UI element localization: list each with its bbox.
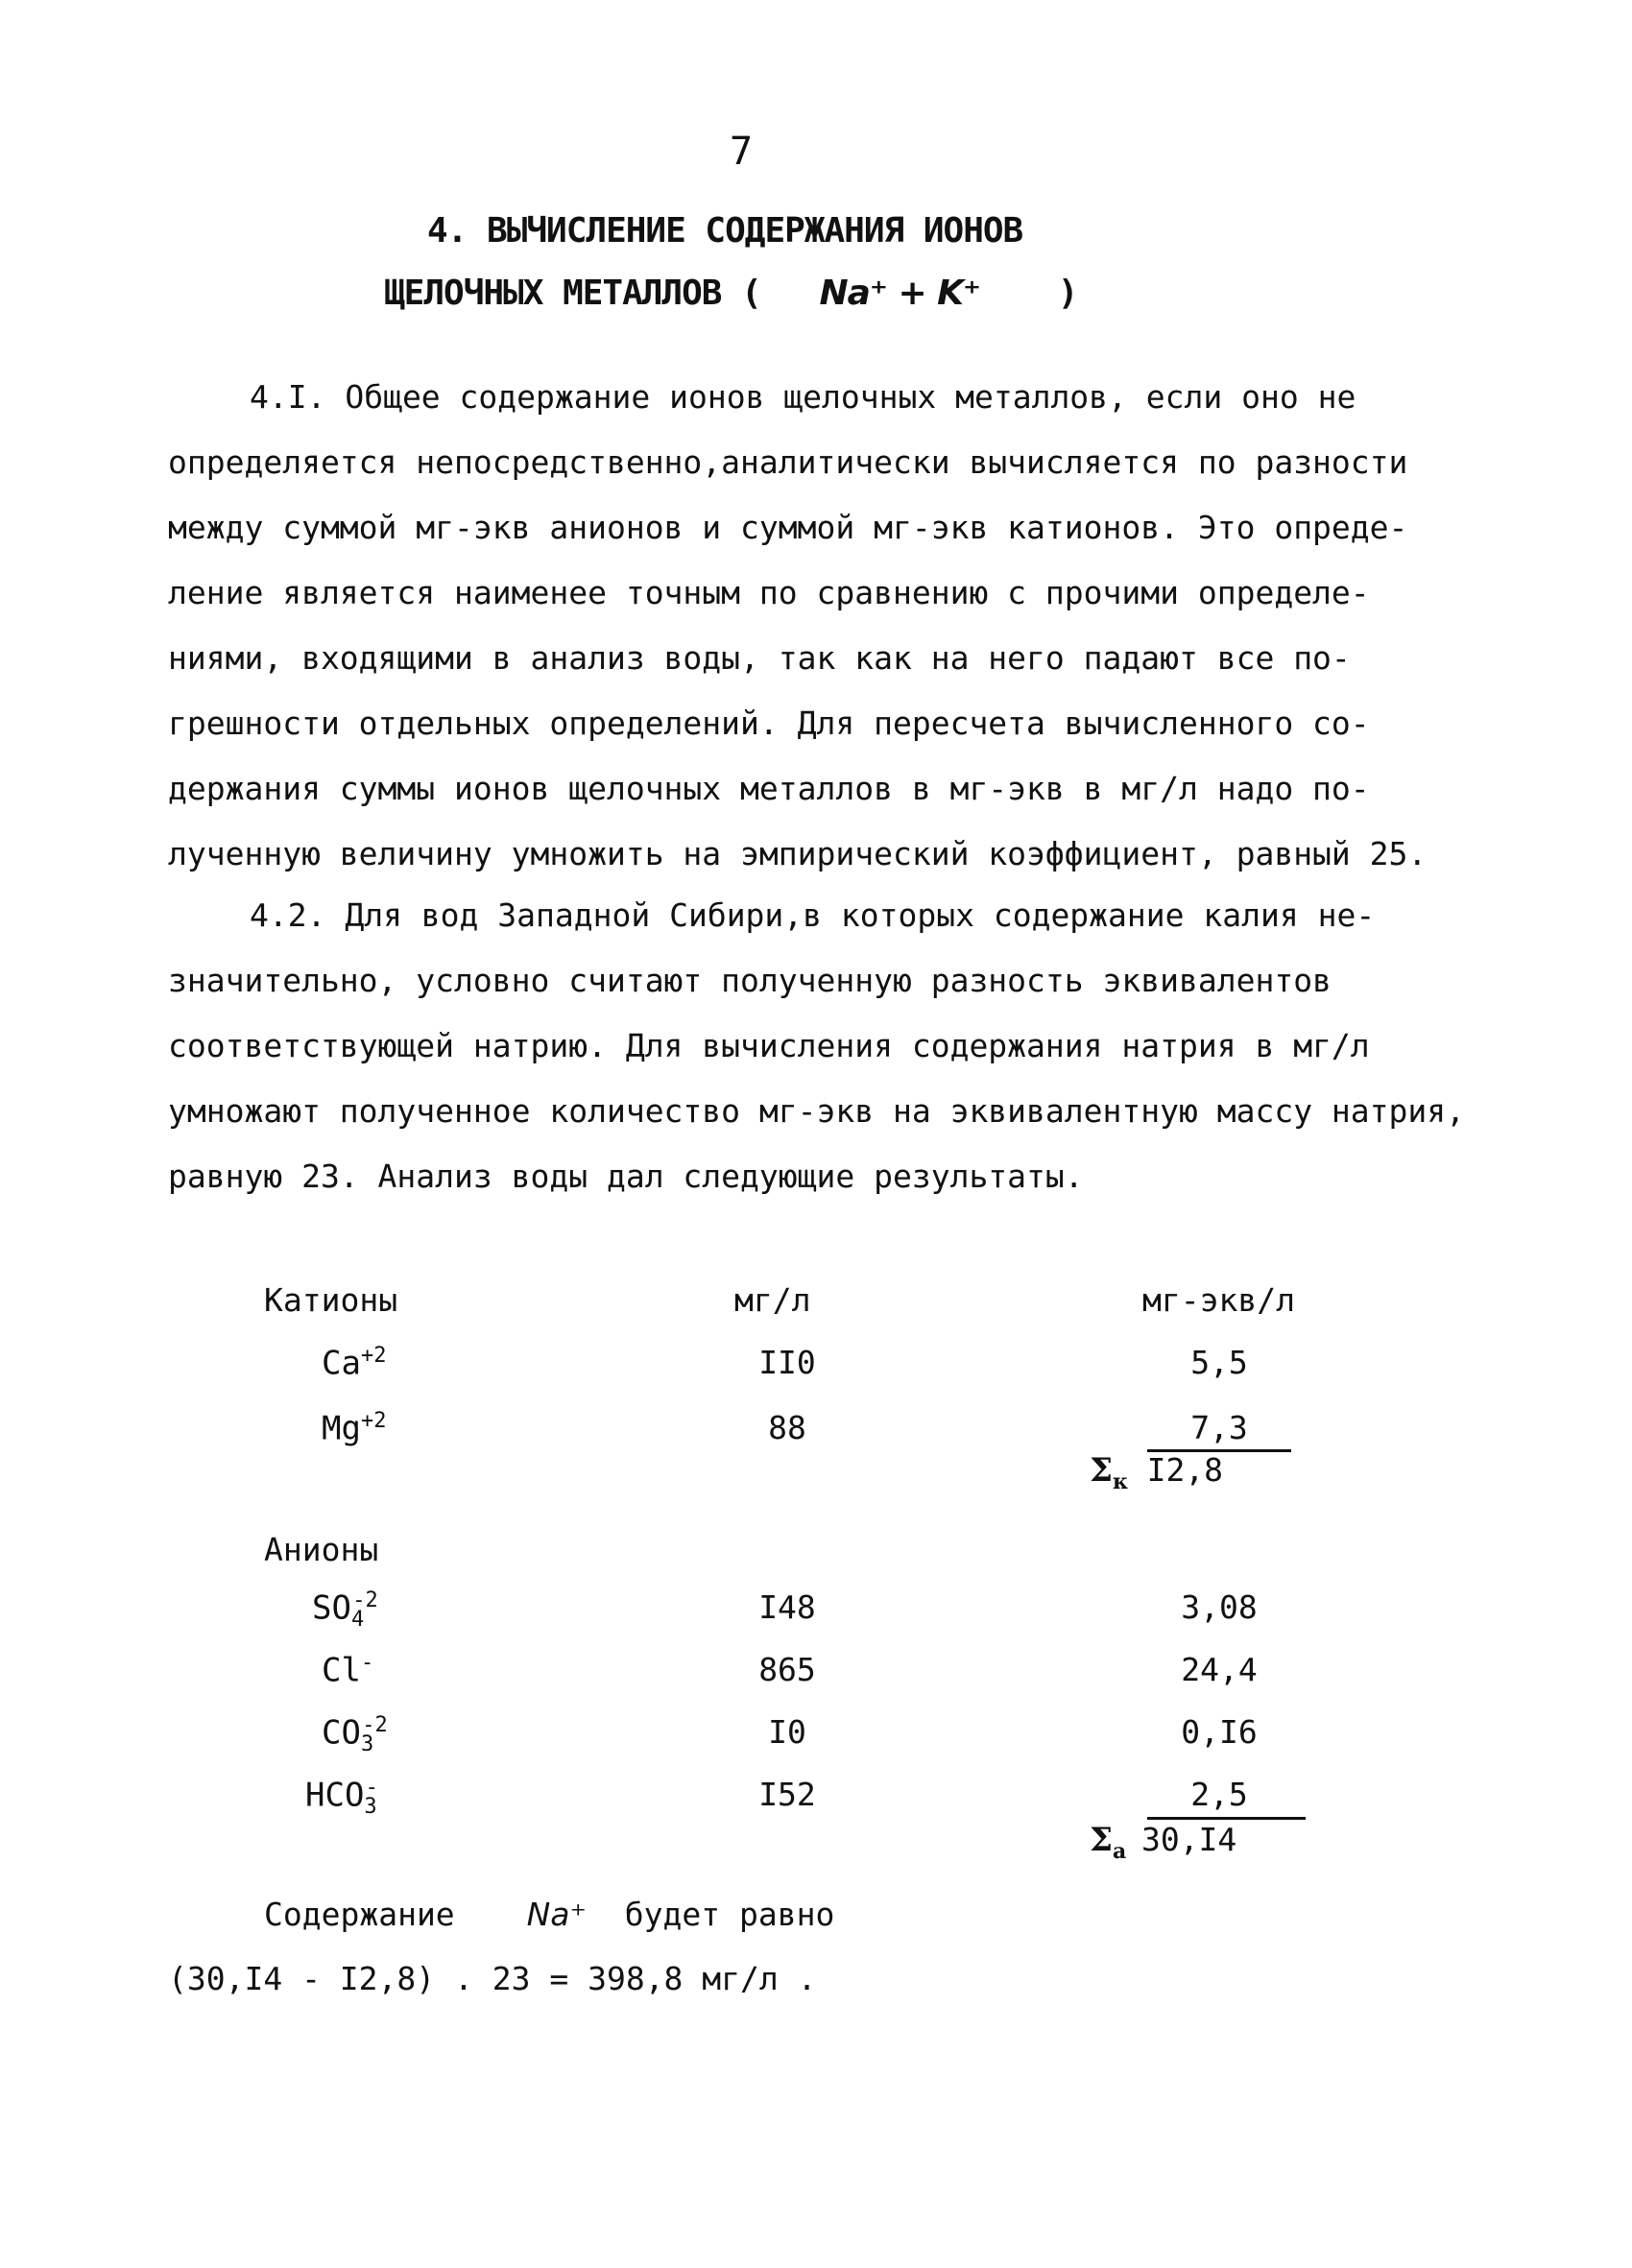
page-number: 7: [730, 130, 754, 174]
heading-prefix: ЩЕЛОЧНЫХ МЕТАЛЛОВ (: [384, 274, 761, 313]
anions-label: Анионы: [264, 1531, 379, 1568]
ion-ca: $Ca^{+2}$: [322, 1344, 387, 1383]
section-heading-line1: 4. ВЫЧИСЛЕНИЕ СОДЕРЖАНИЯ ИОНОВ: [427, 211, 1023, 251]
paragraph-line: держания суммы ионов щелочных металлов в мг-экв в мг/л надо по-: [168, 770, 1370, 807]
paragraph-line: равную 23. Анализ воды дал следующие результаты.: [168, 1158, 1084, 1195]
table-cell: I48: [758, 1588, 816, 1626]
sigma-symbol: $\Sigma_к$: [1090, 1451, 1128, 1494]
result-line2: (30,I4 - I2,8) . 23 = 398,8 мг/л .: [168, 1960, 817, 1997]
table-cell: I0: [768, 1713, 806, 1751]
paragraph-line: ниями, входящими в анализ воды, так как на него падают все по-: [168, 639, 1351, 677]
paragraph-line: лученную величину умножить на эмпирический коэффициент, равный 25.: [168, 835, 1428, 872]
table-cell: 865: [758, 1651, 816, 1688]
table-cell: 3,08: [1181, 1588, 1258, 1626]
heading-suffix: ): [1057, 274, 1078, 313]
table-cell: 0,I6: [1181, 1713, 1258, 1751]
paragraph-4-1: [168, 365, 1493, 887]
table-cell: 2,5: [1190, 1776, 1248, 1813]
result-ion: Na⁺: [526, 1896, 587, 1933]
header-mg-l: мг/л: [734, 1281, 811, 1319]
section-heading-line2: [384, 274, 1077, 313]
table-cell: 5,5: [1190, 1344, 1248, 1381]
table-cell: 7,3: [1190, 1409, 1248, 1446]
table-cell: 24,4: [1181, 1651, 1258, 1688]
table-cell: II0: [758, 1344, 816, 1381]
sum-rule: [1147, 1817, 1306, 1820]
paragraph-line: 4.2. Для вод Западной Сибири,в которых содержание калия не-: [250, 896, 1376, 934]
anion-sum: $\Sigma_а$ 30,I4: [1090, 1821, 1237, 1864]
ion-mg: $Mg^{+2}$: [322, 1409, 387, 1448]
paragraph-line: грешности отдельных определений. Для пересчета вычисленного со-: [168, 704, 1370, 742]
table-cell: 88: [768, 1409, 806, 1446]
ion-cl: Cl-: [322, 1651, 374, 1690]
paragraph-line: значительно, условно считают полученную разность эквивалентов: [168, 962, 1332, 999]
paragraph-line: между суммой мг-экв анионов и суммой мг-экв катионов. Это опреде-: [168, 509, 1408, 546]
paragraph-line: определяется непосредственно,аналитически вычисляется по разности: [168, 443, 1408, 481]
ion-co3: $CO_3^{-2}$: [322, 1713, 388, 1757]
paragraph-line: умножают полученное количество мг-экв на эквивалентную массу натрия,: [168, 1092, 1466, 1130]
ion-so4: $SO_4^{-2}$: [312, 1588, 378, 1633]
heading-ions: Na⁺ + K⁺: [819, 274, 981, 313]
table-cell: I52: [758, 1776, 816, 1813]
cation-sum: $\Sigma_к$ I2,8: [1090, 1451, 1224, 1494]
result-line1: Содержание Na⁺ будет равно: [264, 1896, 835, 1933]
paragraph-4-2: [168, 883, 1493, 1209]
paragraph-line: 4.I. Общее содержание ионов щелочных металлов, если оно не: [250, 378, 1356, 416]
paragraph-line: соответствующей натрию. Для вычисления содержания натрия в мг/л: [168, 1027, 1370, 1064]
header-mg-eq-l: мг-экв/л: [1142, 1281, 1295, 1319]
paragraph-line: ление является наименее точным по сравнению с прочими определе-: [168, 574, 1370, 611]
header-cations: Катионы: [264, 1281, 398, 1319]
ion-hco3: $HCO_3^-$: [305, 1776, 378, 1820]
sigma-symbol: $\Sigma_а$: [1090, 1821, 1127, 1864]
